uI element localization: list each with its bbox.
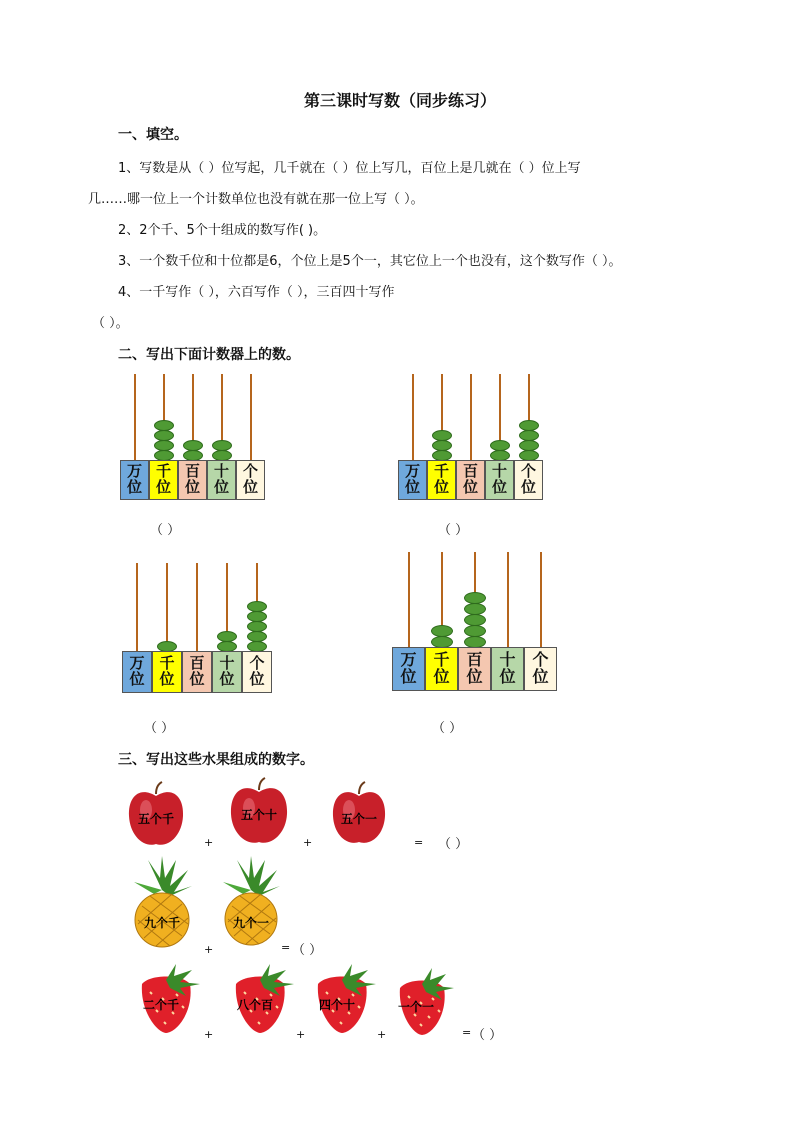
place-value-label: 个 位 [524,647,557,691]
apples-answer: （ ） [438,837,469,852]
place-value-label: 百 位 [178,460,207,500]
equals-sign: = [414,836,424,849]
abacus-3-answer: （ ） [144,721,175,736]
pineapple-icon [130,856,194,948]
abacus-bead [519,440,539,451]
abacus-bead [464,625,486,637]
abacus-4-answer: （ ） [432,721,463,736]
question-1-line-2: 几……哪一位上一个计数单位也没有就在那一位上写（ ）。 [88,192,424,207]
abacus-2 [398,374,543,500]
abacus-bead [154,440,174,451]
place-value-label: 个 位 [236,460,265,500]
place-value-label: 百 位 [458,647,491,691]
place-value-label: 万 位 [122,651,152,693]
abacus-bead [247,621,267,632]
abacus-bead [247,631,267,642]
place-value-label: 个 位 [514,460,543,500]
abacus-2-answer: （ ） [438,523,469,538]
equals-sign: = [462,1026,472,1039]
abacus-bead [154,420,174,431]
abacus-bead [464,614,486,626]
section-1-heading: 一、填空。 [118,127,188,143]
abacus-rod [196,563,198,651]
strawberry-3 [312,962,378,1034]
abacus-bead [183,440,203,451]
pineapple-2-label: 九个一 [232,916,269,930]
plus-sign: + [303,836,313,849]
plus-sign: + [204,1028,214,1041]
abacus-rod [136,563,138,651]
abacus-bead [464,592,486,604]
abacus-bead [432,430,452,441]
section-3-heading: 三、写出这些水果组成的数字。 [118,752,314,768]
abacus-bead [432,440,452,451]
pineapple-icon [220,856,282,946]
question-4-line-2: （ ）。 [92,316,129,331]
pineapple-1 [130,856,194,948]
abacus-bead [464,603,486,615]
place-value-label: 百 位 [182,651,212,693]
abacus-4 [392,552,557,691]
place-value-label: 万 位 [392,647,425,691]
place-value-label: 十 位 [207,460,236,500]
abacus-rod [507,552,509,647]
strawberry-1-label: 二个千 [142,998,179,1012]
strawberry-4 [394,966,456,1036]
place-value-label: 十 位 [212,651,242,693]
strawberries-answer: （ ） [472,1028,503,1043]
place-value-label: 百 位 [456,460,485,500]
strawberry-2 [230,962,296,1034]
plus-sign: + [204,836,214,849]
place-value-label: 万 位 [398,460,427,500]
strawberry-1 [136,962,202,1034]
abacus-bead [247,611,267,622]
abacus-bead [490,440,510,451]
abacus-bead [431,625,453,637]
abacus-rod [250,374,252,460]
apple-3-label: 五个一 [340,812,377,826]
plus-sign: + [296,1028,306,1041]
abacus-1-answer: （ ） [150,523,181,538]
plus-sign: + [377,1028,387,1041]
strawberry-4-label: 一个一 [397,1000,434,1014]
abacus-3 [122,563,272,693]
apple-1 [126,780,186,848]
plus-sign: + [204,943,214,956]
abacus-bead [217,631,237,642]
equals-sign: = [281,941,291,954]
abacus-bead [247,601,267,612]
strawberry-2-label: 八个百 [236,998,273,1012]
place-value-label: 十 位 [491,647,524,691]
place-value-label: 千 位 [149,460,178,500]
abacus-rod [134,374,136,460]
abacus-rod [540,552,542,647]
abacus-rod [408,552,410,647]
pineapple-2 [220,856,282,946]
place-value-label: 万 位 [120,460,149,500]
pineapple-1-label: 九个千 [143,916,180,930]
abacus-bead [154,430,174,441]
place-value-label: 十 位 [485,460,514,500]
question-1-line-1: 1、写数是从（ ）位写起，几千就在（ ）位上写几，百位上是几就在（ ）位上写 [118,161,581,176]
abacus-rod [412,374,414,460]
pineapples-answer: （ ） [292,943,323,958]
apple-2-label: 五个十 [240,808,277,822]
abacus-rod [470,374,472,460]
apple-2 [228,776,290,846]
place-value-label: 千 位 [427,460,456,500]
place-value-label: 千 位 [152,651,182,693]
question-3: 3、一个数千位和十位都是6，个位上是5个一，其它位上一个也没有，这个数写作（ ）。 [118,254,622,269]
question-4-line-1: 4、一千写作（ ），六百写作（ ），三百四十写作 [118,285,395,300]
abacus-rod [166,563,168,651]
place-value-label: 个 位 [242,651,272,693]
place-value-label: 千 位 [425,647,458,691]
abacus-1 [120,374,265,500]
abacus-bead [212,440,232,451]
page-title: 第三课时写数（同步练习） [304,91,497,110]
apple-3 [330,780,388,846]
section-2-heading: 二、写出下面计数器上的数。 [118,347,300,363]
abacus-bead [519,420,539,431]
apple-1-label: 五个千 [137,812,174,826]
abacus-bead [519,430,539,441]
question-2: 2、2个千、5个十组成的数写作( )。 [118,223,327,238]
strawberry-3-label: 四个十 [318,998,355,1012]
